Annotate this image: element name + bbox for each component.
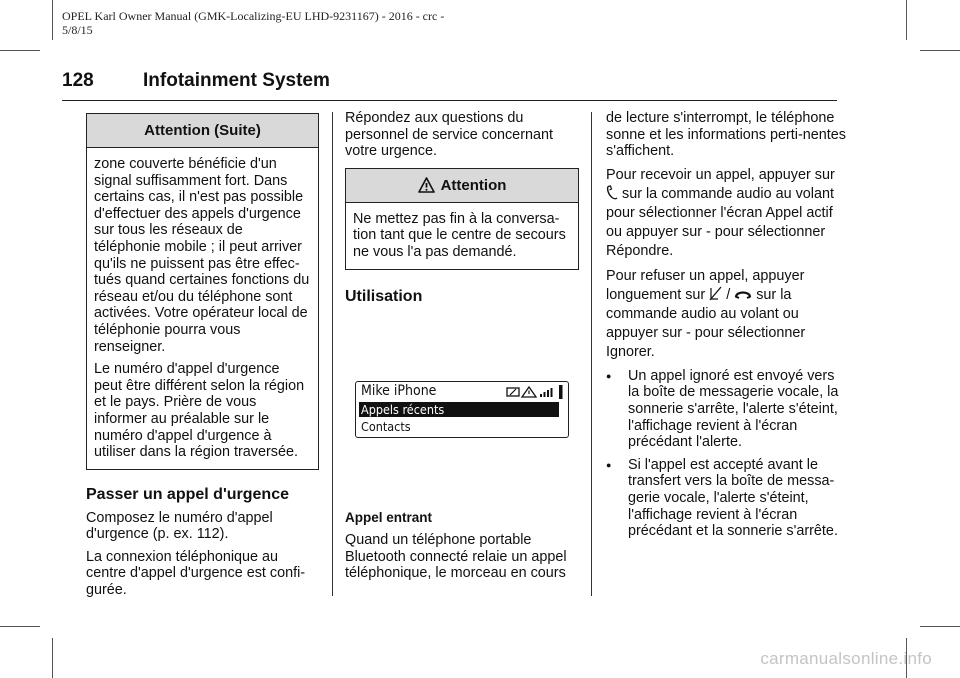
crop-mark xyxy=(920,50,960,51)
crop-mark xyxy=(0,50,40,51)
crop-mark xyxy=(906,0,907,40)
column-1 xyxy=(86,113,319,605)
paragraph: zone couverte bénéficie d'un signal suffisamment fort. Dans certains cas, il n'est pas possible d'effectuer des appels d'urgence sur tous les réseaux de téléphonie mobile ; il peut arriver qu'ils ne puissent pas être effec-tués quand certaines fonctions du réseau et/ou du téléphone sont activées. Votre opérateur local de téléphonie pourra vous renseigner. xyxy=(94,156,310,355)
watermark: carmanualsonline.info xyxy=(760,649,932,668)
column-divider xyxy=(591,112,592,596)
page-heading xyxy=(62,70,837,101)
paragraph: La connexion téléphonique au centre d'appel d'urgence est confi-gurée. xyxy=(86,548,306,599)
column-2 xyxy=(345,110,579,306)
text-run: Pour refuser un appel, appuyer longuement sur xyxy=(606,267,805,303)
page-number: 128 xyxy=(62,70,94,91)
display-line-device: Mike iPhone xyxy=(361,383,437,399)
list-item xyxy=(606,368,846,451)
attention-box xyxy=(345,168,579,270)
bullet-marker: ● xyxy=(606,370,612,381)
list-item-text: Si l'appel est accepté avant le transfert vers la boîte de messa-gerie vocale, l'alerte s'éteint, l'affichage revient à l'écran précédant et la sonnerie s'arrête. xyxy=(628,456,838,540)
bullet-marker: ● xyxy=(606,459,612,470)
crop-mark xyxy=(920,626,960,627)
phone-display-illustration xyxy=(355,381,569,438)
text-run: sur la commande audio au volant pour sélectionner l'écran Appel actif ou appuyer sur - pour sélectionner Répondre. xyxy=(606,185,834,259)
crop-mark xyxy=(0,626,40,627)
paragraph: de lecture s'interrompt, le téléphone sonne et les informations perti-nentes s'affichent. xyxy=(606,110,846,160)
box-header xyxy=(346,169,578,203)
paragraph xyxy=(606,166,846,261)
display-line-recent-calls: Appels récents xyxy=(361,402,445,417)
display-line-contacts: Contacts xyxy=(361,419,411,434)
subheading: Appel entrant xyxy=(345,510,433,525)
attention-box-continued xyxy=(86,113,319,470)
status-icons xyxy=(506,385,564,399)
document-header: OPEL Karl Owner Manual (GMK-Localizing-EU LHD-9231167) - 2016 - crc - 5/8/15 xyxy=(62,9,445,37)
hang-up-icon xyxy=(734,289,752,301)
paragraph: Composez le numéro d'appel d'urgence (p. ex. 112). xyxy=(86,509,273,543)
list-item xyxy=(606,457,846,540)
page-title: Infotainment System xyxy=(143,70,330,91)
column-2-lower xyxy=(345,510,579,588)
text-run: sur la commande audio au volant ou appuyer sur - pour sélectionner Ignorer. xyxy=(606,286,806,360)
paragraph: Quand un téléphone portable Bluetooth connecté relaie un appel téléphonique, le morceau en cours xyxy=(345,532,567,582)
column-3 xyxy=(606,110,846,546)
box-title: Attention (Suite) xyxy=(87,114,318,148)
crop-mark xyxy=(52,0,53,40)
crop-mark xyxy=(52,638,53,678)
mute-icon xyxy=(709,286,722,301)
paragraph: Ne mettez pas fin à la conversa-tion tant que le centre de secours ne vous l'a pas demandé. xyxy=(353,210,566,260)
separator: / xyxy=(726,286,731,303)
warning-icon xyxy=(418,177,435,193)
text-run: Pour recevoir un appel, appuyer sur xyxy=(606,166,835,183)
section-heading: Utilisation xyxy=(345,287,423,305)
paragraph: Répondez aux questions du personnel de service concernant votre urgence. xyxy=(345,110,553,160)
paragraph xyxy=(606,267,846,362)
list-item-text: Un appel ignoré est envoyé vers la boîte de messagerie vocale, la sonnerie s'arrête, l'alerte s'éteint, l'affichage revient à l'écran précédant l'alerte. xyxy=(628,367,839,451)
phone-answer-icon xyxy=(606,185,618,200)
column-divider xyxy=(332,112,333,596)
section-heading: Passer un appel d'urgence xyxy=(86,485,289,503)
paragraph: Le numéro d'appel d'urgence peut être différent selon la région et le pays. Prière de vous informer au préalable sur le numéro d'appel d'urgence à utiliser dans la région traversée. xyxy=(94,361,305,461)
box-body xyxy=(87,148,318,469)
box-body xyxy=(346,203,578,269)
box-title: Attention xyxy=(440,176,507,194)
